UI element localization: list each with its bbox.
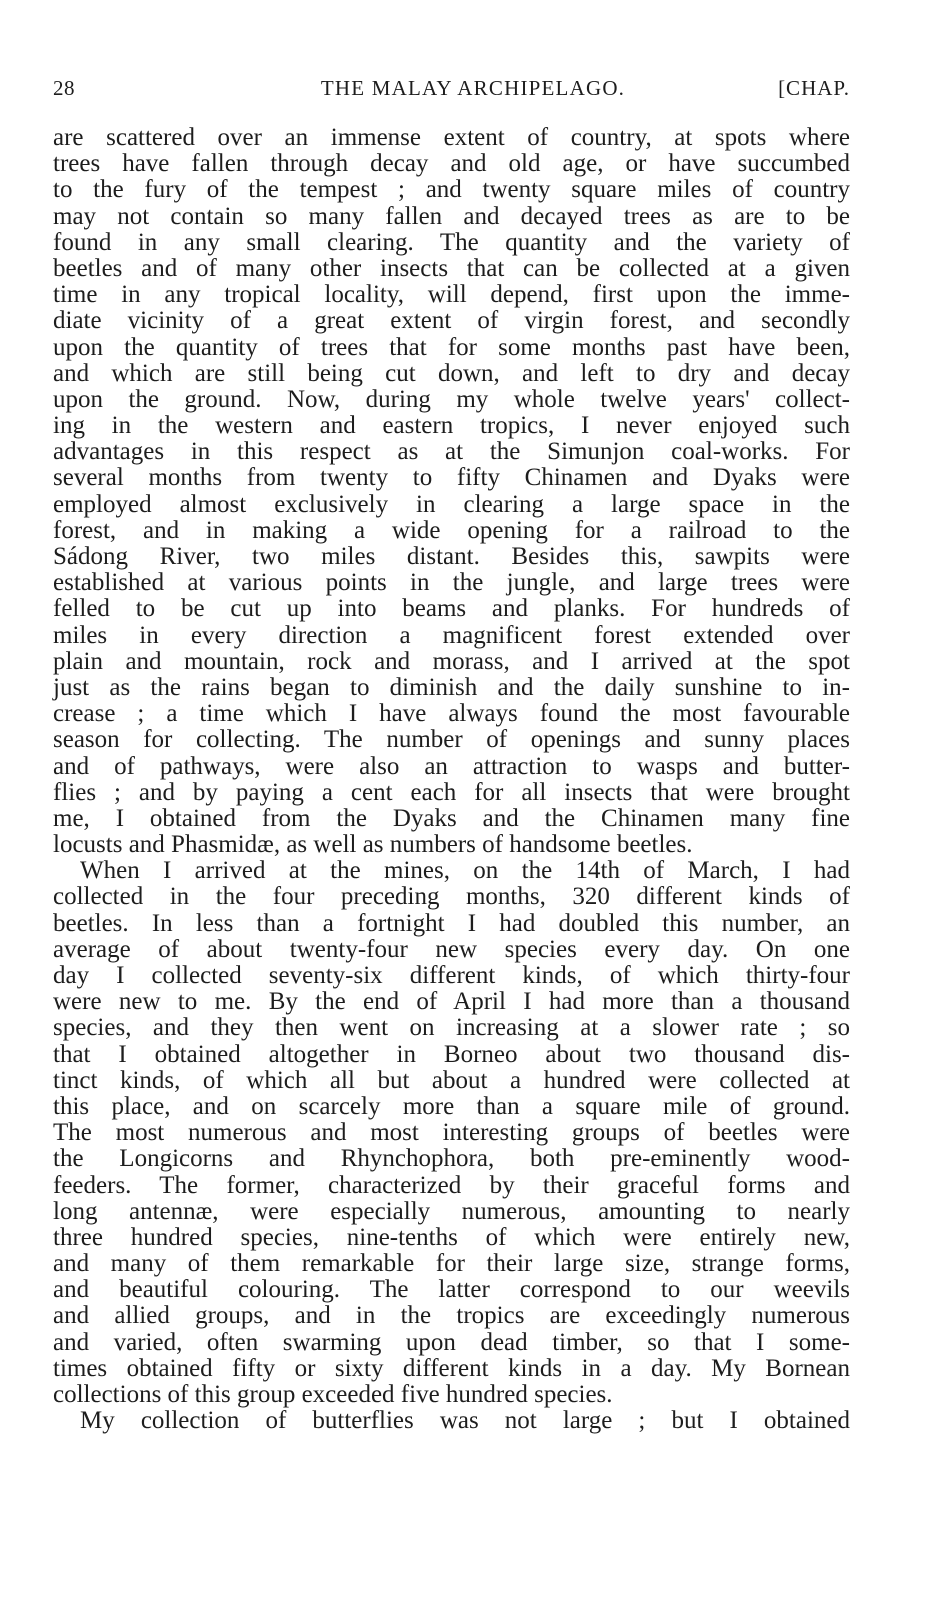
text-line: diate vicinity of a great extent of virgin forest, and secondly [53, 307, 850, 335]
text-line: forest, and in making a wide opening for a railroad to the [53, 516, 850, 544]
text-line: to the fury of the tempest ; and twenty square miles of country [53, 176, 850, 204]
text-line: collections of this group exceeded five hundred species. [53, 1381, 613, 1408]
text-line: were new to me. By the end of April I had more than a thousand [53, 988, 850, 1016]
body-text [53, 125, 850, 1434]
text-line: upon the quantity of trees that for some months past have been, [53, 333, 850, 361]
text-line: beetles. In less than a fortnight I had doubled this number, an [53, 909, 850, 937]
text-line: times obtained fifty or sixty different kinds in a day. My Bornean [53, 1354, 850, 1382]
text-line: day I collected seventy-six different kinds, of which thirty-four [53, 962, 850, 989]
text-line: collected in the four preceding months, 320 different kinds of [53, 883, 850, 911]
text-line: locusts and Phasmidæ, as well as numbers of handsome beetles. [53, 831, 693, 859]
text-line: felled to be cut up into beams and planks. For hundreds of [53, 595, 850, 623]
text-line: employed almost exclusively in clearing a large space in the [53, 490, 850, 518]
text-line: and varied, often swarming upon dead timber, so that I some- [53, 1328, 850, 1356]
text-line: miles in every direction a magnificent forest extended over [53, 621, 850, 649]
page-number: 28 [53, 76, 75, 100]
text-line: the Longicorns and Rhynchophora, both pre-eminently wood- [53, 1145, 850, 1173]
text-line: flies ; and by paying a cent each for all insects that were brought [53, 778, 850, 806]
text-line: found in any small clearing. The quantity and the variety of [53, 228, 850, 256]
text-line: average of about twenty-four new species every day. On one [53, 935, 850, 963]
text-line: and beautiful colouring. The latter correspond to our weevils [53, 1276, 850, 1304]
text-line: may not contain so many fallen and decayed trees as are to be [53, 202, 850, 230]
text-line: are scattered over an immense extent of country, at spots where [53, 124, 850, 151]
text-line: upon the ground. Now, during my whole twelve years' collect- [53, 385, 850, 413]
text-line: that I obtained altogether in Borneo about two thousand dis- [53, 1040, 850, 1068]
text-line: The most numerous and most interesting groups of beetles were [53, 1119, 850, 1147]
text-line: long antennæ, were especially numerous, amounting to nearly [53, 1197, 850, 1225]
text-line: advantages in this respect as at the Simunjon coal-works. For [53, 438, 850, 466]
text-line: When I arrived at the mines, on the 14th of March, I had [80, 857, 850, 885]
text-line: trees have fallen through decay and old age, or have succumbed [53, 150, 850, 178]
text-line: this place, and on scarcely more than a square mile of ground. [53, 1092, 850, 1120]
text-line: established at various points in the jungle, and large trees were [53, 569, 850, 597]
text-line: ing in the western and eastern tropics, I never enjoyed such [53, 412, 850, 440]
text-line: me, I obtained from the Dyaks and the Chinamen many fine [53, 804, 850, 832]
text-line: several months from twenty to fifty Chinamen and Dyaks were [53, 464, 850, 492]
text-line: My collection of butterflies was not large ; but I obtained [80, 1407, 850, 1435]
text-line: tinct kinds, of which all but about a hundred were collected at [53, 1066, 850, 1094]
text-line: plain and mountain, rock and morass, and I arrived at the spot [53, 647, 850, 675]
text-line: and of pathways, were also an attraction to wasps and butter- [53, 752, 850, 780]
text-line: Sádong River, two miles distant. Besides this, sawpits were [53, 543, 850, 570]
text-line: and allied groups, and in the tropics are exceedingly numerous [53, 1302, 850, 1330]
text-line: time in any tropical locality, will depend, first upon the imme- [53, 281, 850, 309]
text-line: three hundred species, nine-tenths of which were entirely new, [53, 1223, 850, 1251]
text-line: just as the rains began to diminish and the daily sunshine to in- [53, 673, 850, 701]
running-title: THE MALAY ARCHIPELAGO. [320, 76, 626, 100]
text-line: and which are still being cut down, and left to dry and decay [53, 359, 850, 387]
text-line: species, and they then went on increasing at a slower rate ; so [53, 1014, 850, 1042]
text-line: season for collecting. The number of openings and sunny places [53, 726, 850, 754]
chapter-mark: [CHAP. [778, 76, 850, 100]
text-line: crease ; a time which I have always found the most favourable [53, 700, 850, 728]
text-line: beetles and of many other insects that can be collected at a given [53, 254, 850, 282]
running-head [53, 74, 850, 102]
text-line: and many of them remarkable for their large size, strange forms, [53, 1250, 850, 1278]
text-line: feeders. The former, characterized by their graceful forms and [53, 1171, 850, 1199]
